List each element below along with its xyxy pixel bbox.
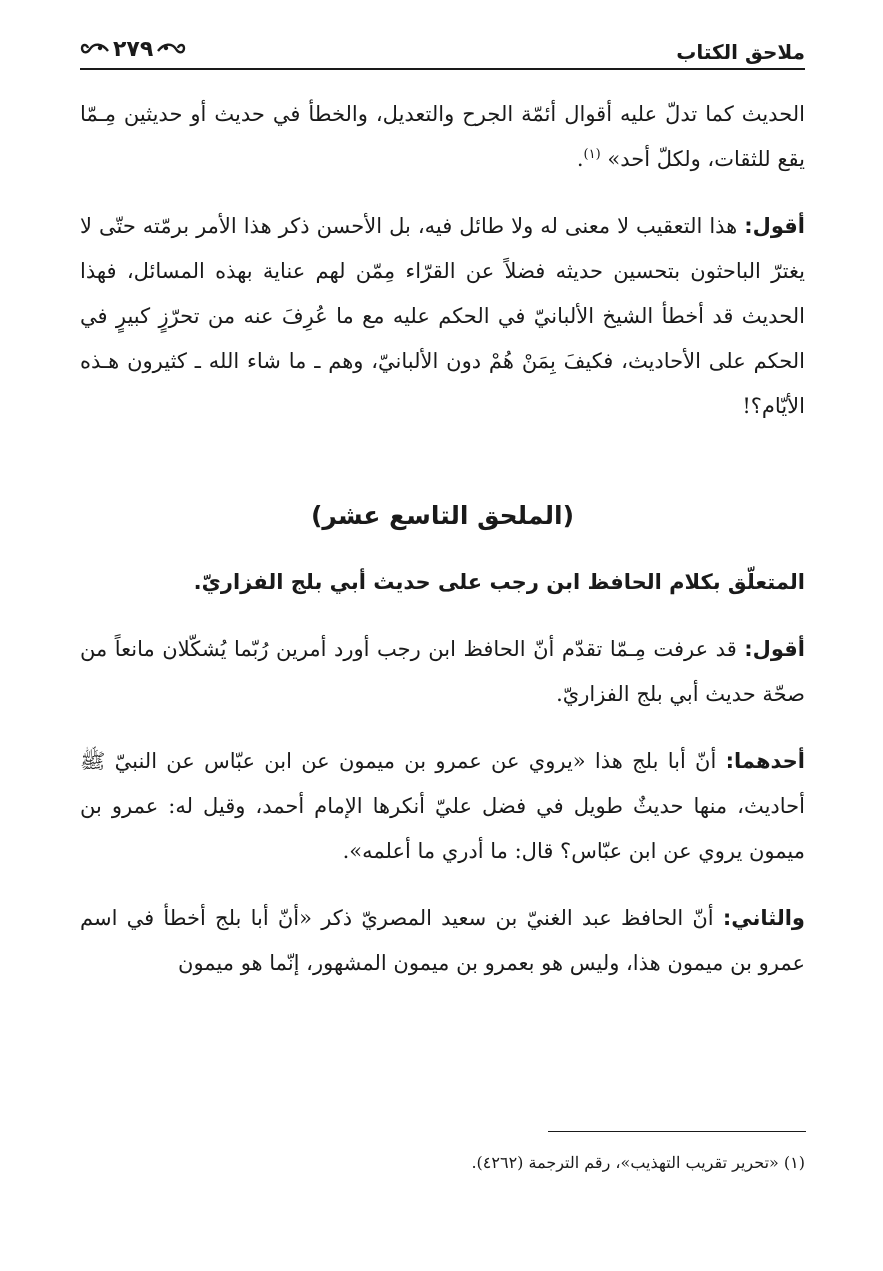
page-header — [80, 34, 805, 70]
paragraph-3 — [80, 627, 805, 717]
header-rule — [80, 68, 805, 70]
appendix-subject: المتعلّق بكلام الحافظ ابن رجب على حديث أبي بلج الفزاريّ. — [193, 570, 805, 594]
running-title: ملاحق الكتاب — [676, 40, 805, 64]
left-ornament-icon — [80, 39, 110, 59]
paragraph-1 — [80, 92, 805, 182]
paragraph-3-text: قد عرفت مِـمّا تقدّم أنّ الحافظ ابن رجب أورد أمرين رُبّما يُشكّلان مانعاً من صحّة حديث أبي بلج الفزاريّ. — [80, 637, 805, 706]
footnote: (١) «تحرير تقريب التهذيب»، رقم الترجمة (٤٢٦٢). — [471, 1153, 805, 1172]
footnote-ref-1: (١) — [583, 147, 601, 162]
paragraph-4 — [80, 739, 805, 874]
paragraph-5-text: أنّ الحافظ عبد الغنيّ بن سعيد المصريّ ذكر «أنّ أبا بلج أخطأ في اسم عمرو بن ميمون هذا، وليس هو بعمرو بن ميمون المشهور، إنّما هو ميمون — [80, 906, 805, 975]
paragraph-1-end: . — [576, 147, 584, 171]
page-number-block — [80, 34, 186, 64]
paragraph-1-text: الحديث كما تدلّ عليه أقوال أئمّة الجرح والتعديل، والخطأ في حديث أو حديثين مِـمّا يقع للثقات، ولكلّ أحد» — [80, 102, 805, 171]
paragraph-5-lead: والثاني: — [722, 906, 805, 930]
appendix-title: (الملحق التاسع عشر) — [310, 501, 574, 530]
paragraph-2-text: هذا التعقيب لا معنى له ولا طائل فيه، بل الأحسن ذكر هذا الأمر برمّته حتّى لا يغترّ الباحثون بتحسين حديثه فضلاً عن القرّاء مِمّن لهم عناية بهذه المسائل، فهذا الحديث قد أخطأ الشيخ الألبانيّ في الحكم عليه مع ما عُرِفَ عنه من تحرّزٍ كبيرٍ في الحكم على الأحاديث، فكيفَ بِمَنْ هُمْ دون الألبانيّ، وهم ـ ما شاء الله ـ كثيرون هـذه الأيّام؟! — [80, 214, 805, 418]
paragraph-4-text: أنّ أبا بلج هذا «يروي عن عمرو بن ميمون عن ابن عبّاس عن النبيّ ﷺ أحاديث، منها حديثٌ طويل في فضل عليّ أنكرها الإمام أحمد، وقيل له: عمرو بن ميمون يروي عن ابن عبّاس؟ قال: ما أدري ما أعلمه». — [80, 749, 805, 863]
paragraph-3-lead: أقول: — [744, 637, 805, 661]
paragraph-4-lead: أحدهما: — [725, 749, 805, 773]
paragraph-2 — [80, 204, 805, 429]
paragraph-5 — [80, 896, 805, 986]
footnote-rule — [548, 1131, 806, 1132]
page-body — [80, 92, 805, 1008]
page-number: ٢٧٩ — [113, 36, 154, 62]
paragraph-2-lead: أقول: — [744, 214, 805, 238]
right-ornament-icon — [156, 39, 186, 59]
